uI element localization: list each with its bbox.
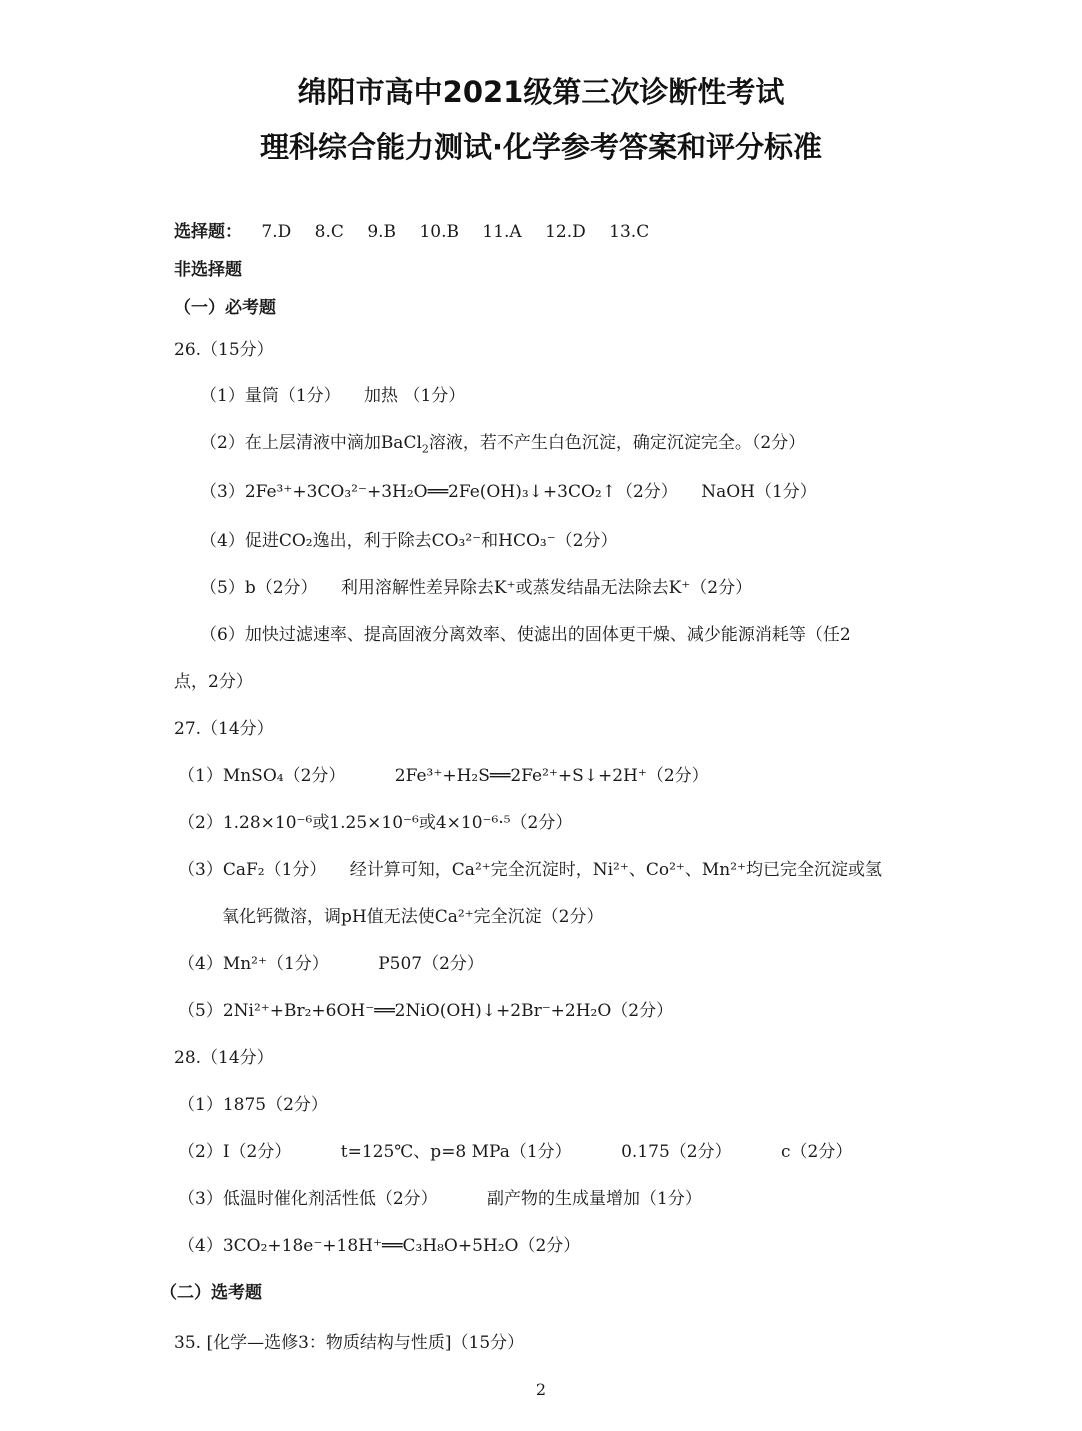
q28-part2-d: c（2分）	[780, 1142, 853, 1162]
q26-part1	[200, 384, 465, 408]
q27-part3-a: （3）CaF₂（1分）	[178, 860, 327, 880]
section-non-mc: 非选择题	[174, 260, 242, 280]
q26-part2: （2）在上层清液中滴加BaCl$_2$溶液，若不产生白色沉淀，确定沉淀完全。（2分）	[200, 433, 806, 456]
q27-header: 27.（14分）	[174, 719, 274, 739]
q28-part4: （4）3CO₂+18e⁻+18H⁺══C₃H₈O+5H₂O（2分）	[178, 1236, 581, 1256]
q27-part2: （2）1.28×10⁻⁶或1.25×10⁻⁶或4×10⁻⁶·⁵（2分）	[178, 813, 573, 833]
q28-part2-a: （2）I（2分）	[178, 1142, 292, 1162]
q35-header: 35. [化学—选修3：物质结构与性质]（15分）	[174, 1333, 525, 1353]
q28-part3	[178, 1187, 702, 1211]
mc-answer: 13.C	[609, 222, 650, 242]
q27-part4-b: P507（2分）	[378, 954, 484, 974]
q26-part5-b: 利用溶解性差异除去K⁺或蒸发结晶无法除去K⁺（2分）	[340, 578, 753, 598]
q27-part3-b: 经计算可知，Ca²⁺完全沉淀时，Ni²⁺、Co²⁺、Mn²⁺均已完全沉淀或氢	[349, 860, 883, 880]
q26-part2-b: 溶液，若不产生白色沉淀，确定沉淀完全。（2分）	[428, 433, 806, 453]
q28-part2-b: t=125℃、p=8 MPa（1分）	[340, 1142, 572, 1162]
q26-header: 26.（15分）	[174, 340, 274, 360]
multiple-choice-answers	[174, 220, 649, 244]
q27-part1-b: 2Fe³⁺+H₂S══2Fe²⁺+S↓+2H⁺（2分）	[394, 766, 709, 786]
q26-part3-b: NaOH（1分）	[701, 482, 817, 502]
mc-answer: 7.D	[261, 222, 292, 242]
mc-label: 选择题：	[174, 222, 242, 242]
mc-answer: 9.B	[367, 222, 397, 242]
mc-answer: 8.C	[314, 222, 344, 242]
q26-part4: （4）促进CO₂逸出，利于除去CO₃²⁻和HCO₃⁻（2分）	[200, 531, 618, 551]
q27-part1	[178, 764, 709, 788]
section-optional: （二）选考题	[160, 1283, 262, 1303]
q27-part4	[178, 952, 484, 976]
q28-part3-a: （3）低温时催化剂活性低（2分）	[178, 1189, 438, 1209]
q27-part1-a: （1）MnSO₄（2分）	[178, 766, 346, 786]
q28-part2-c: 0.175（2分）	[621, 1142, 732, 1162]
mc-answer: 12.D	[545, 222, 586, 242]
q26-part3	[200, 480, 817, 504]
q26-part5-a: （5）b（2分）	[200, 578, 318, 598]
q26-part5	[200, 576, 752, 600]
q27-part3	[178, 858, 882, 882]
q26-part6-line2: 点，2分）	[174, 672, 253, 692]
q26-part1-a: （1）量筒（1分）	[200, 386, 341, 406]
document-title: 绵阳市高中2021级第三次诊断性考试	[297, 75, 785, 109]
section-required: （一）必考题	[174, 298, 276, 318]
q26-part2-a: （2）在上层清液中滴加BaCl	[200, 433, 422, 453]
q26-part6-line1: （6）加快过滤速率、提高固液分离效率、使滤出的固体更干燥、减少能源消耗等（任2	[200, 625, 851, 645]
mc-answer: 10.B	[419, 222, 459, 242]
q28-part1: （1）1875（2分）	[178, 1095, 328, 1115]
q27-part3-continued: 氧化钙微溶，调pH值无法使Ca²⁺完全沉淀（2分）	[222, 907, 604, 927]
q26-part1-b: 加热 （1分）	[364, 386, 466, 406]
q28-part2	[178, 1140, 852, 1164]
q26-part3-equation: （3）2Fe³⁺+3CO₃²⁻+3H₂O══2Fe(OH)₃↓+3CO₂↑（2分）	[200, 482, 678, 502]
mc-answer: 11.A	[482, 222, 522, 242]
document-subtitle: 理科综合能力测试·化学参考答案和评分标准	[259, 130, 823, 164]
page-number: 2	[535, 1380, 547, 1399]
q28-part3-b: 副产物的生成量增加（1分）	[487, 1189, 702, 1209]
q27-part4-a: （4）Mn²⁺（1分）	[178, 954, 329, 974]
q28-header: 28.（14分）	[174, 1048, 274, 1068]
q27-part5: （5）2Ni²⁺+Br₂+6OH⁻══2NiO(OH)↓+2Br⁻+2H₂O（2分）	[178, 1001, 674, 1021]
